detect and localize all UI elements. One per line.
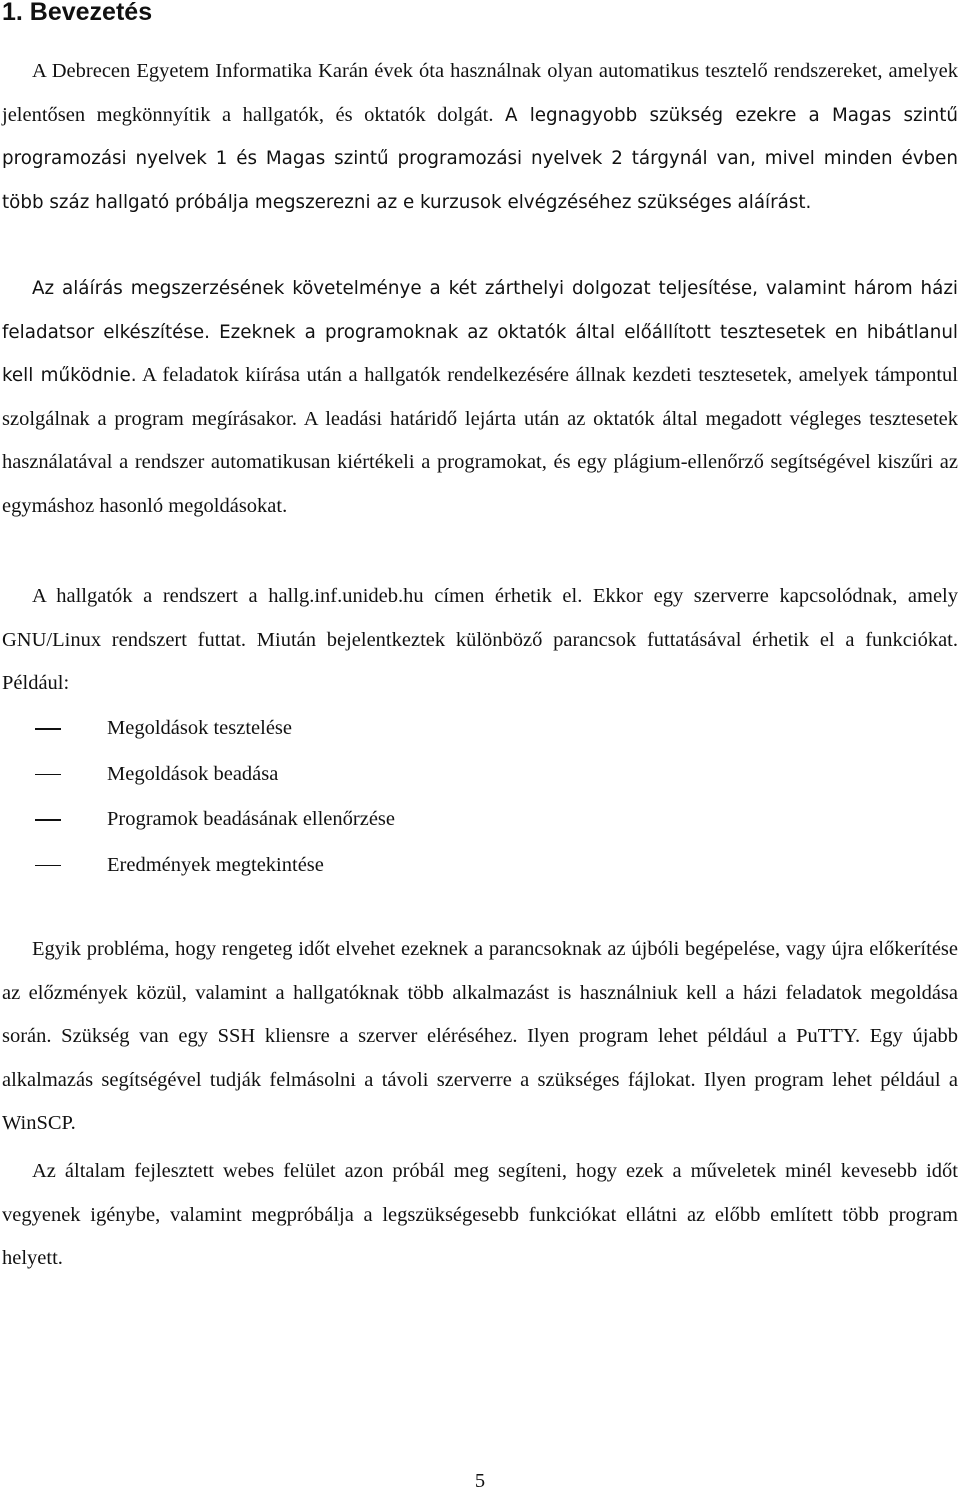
list-item-label: Megoldások beadása: [107, 762, 279, 785]
dash-bullet-icon: [35, 819, 61, 821]
page-number: 5: [474, 1470, 486, 1492]
paragraph-access: [2, 575, 958, 706]
text-segment: Egyik probléma, hogy rengeteg időt elvehet ezeknek a parancsoknak az újbóli begépelése, vagy újra előkerítése az előzmények közül, valamint a hallgatóknak több alkalmazást is használniuk kell a házi feladatok megoldása során. Szükség van egy SSH kliensre a szerver eléréséhez. Ilyen program lehet például a PuTTY. Egy újabb alkalmazás segítségével tudják felmásolni a távoli szerverre a szükséges fájlokat. Ilyen program lehet például a WinSCP.: [2, 938, 958, 1135]
paragraph-problem: [2, 928, 958, 1146]
list-item-label: Programok beadásának ellenőrzése: [107, 808, 396, 830]
list-item: [0, 752, 960, 798]
dash-bullet-icon: [35, 728, 61, 730]
text-segment: Az általam fejlesztett webes felület azon próbál meg segíteni, hogy ezek a műveletek minél kevesebb időt vegyenek igénybe, valamint megpróbálja a legszükségesebb funkciókat ellátni az előbb említett több program helyett.: [2, 1160, 958, 1270]
section-heading: 1. Bevezetés: [2, 0, 153, 26]
list-item-label: Megoldások tesztelése: [107, 717, 293, 739]
list-item: [0, 706, 960, 752]
text-segment: A hallgatók a rendszert a hallg.inf.unideb.hu címen érhetik el. Ekkor egy szerverre kapcsolódnak, amely GNU/Linux rendszert futtat. Miután bejelentkeztek különböző parancsok futtatásával érhetik el a funkciókat. Például:: [2, 585, 958, 695]
function-list: [0, 706, 960, 888]
paragraph-requirements: [2, 267, 958, 529]
list-item: [0, 843, 960, 889]
dash-bullet-icon: [35, 774, 61, 776]
dash-bullet-icon: [35, 865, 61, 867]
text-segment: A legnagyobb szükség ezekre a Magas szintű programozási nyelvek 1 és Magas szintű programozási nyelvek 2 tárgynál van, mivel minden évben több száz hallgató próbálja megszerezni az e kurzusok elvégzéséhez szükséges aláírást.: [2, 104, 958, 213]
text-segment: A Debrecen Egyetem Informatika Karán évek óta használnak olyan automatikus tesztelő rendszereket, amelyek jelentősen megkönnyítik a hallgatók, és oktatók dolgát.: [2, 60, 958, 126]
list-item: [0, 797, 960, 843]
paragraph-goal: [2, 1150, 958, 1281]
text-segment: A feladatok kiírása után a hallgatók rendelkezésére állnak kezdeti tesztesetek, amelyek támpontul szolgálnak a program megírásakor. A leadási határidő lejárta után az oktatók által megadott végleges tesztesetek használatával a rendszer automatikusan kiértékeli a programokat, és egy plágium-ellenőrző segítségével kiszűri az egymáshoz hasonló megoldásokat.: [2, 364, 959, 517]
text-segment: Ezeknek a programoknak az oktatók által előállított tesztesetek en hibátlanul kell működnie.: [2, 321, 958, 387]
text-segment: Az aláírás megszerzésének követelménye a két zárthelyi dolgozat teljesítése, valamint három házi feladatsor elkészítése.: [2, 278, 958, 343]
paragraph-intro: [2, 50, 958, 224]
list-item-label: Eredmények megtekintése: [107, 853, 324, 876]
